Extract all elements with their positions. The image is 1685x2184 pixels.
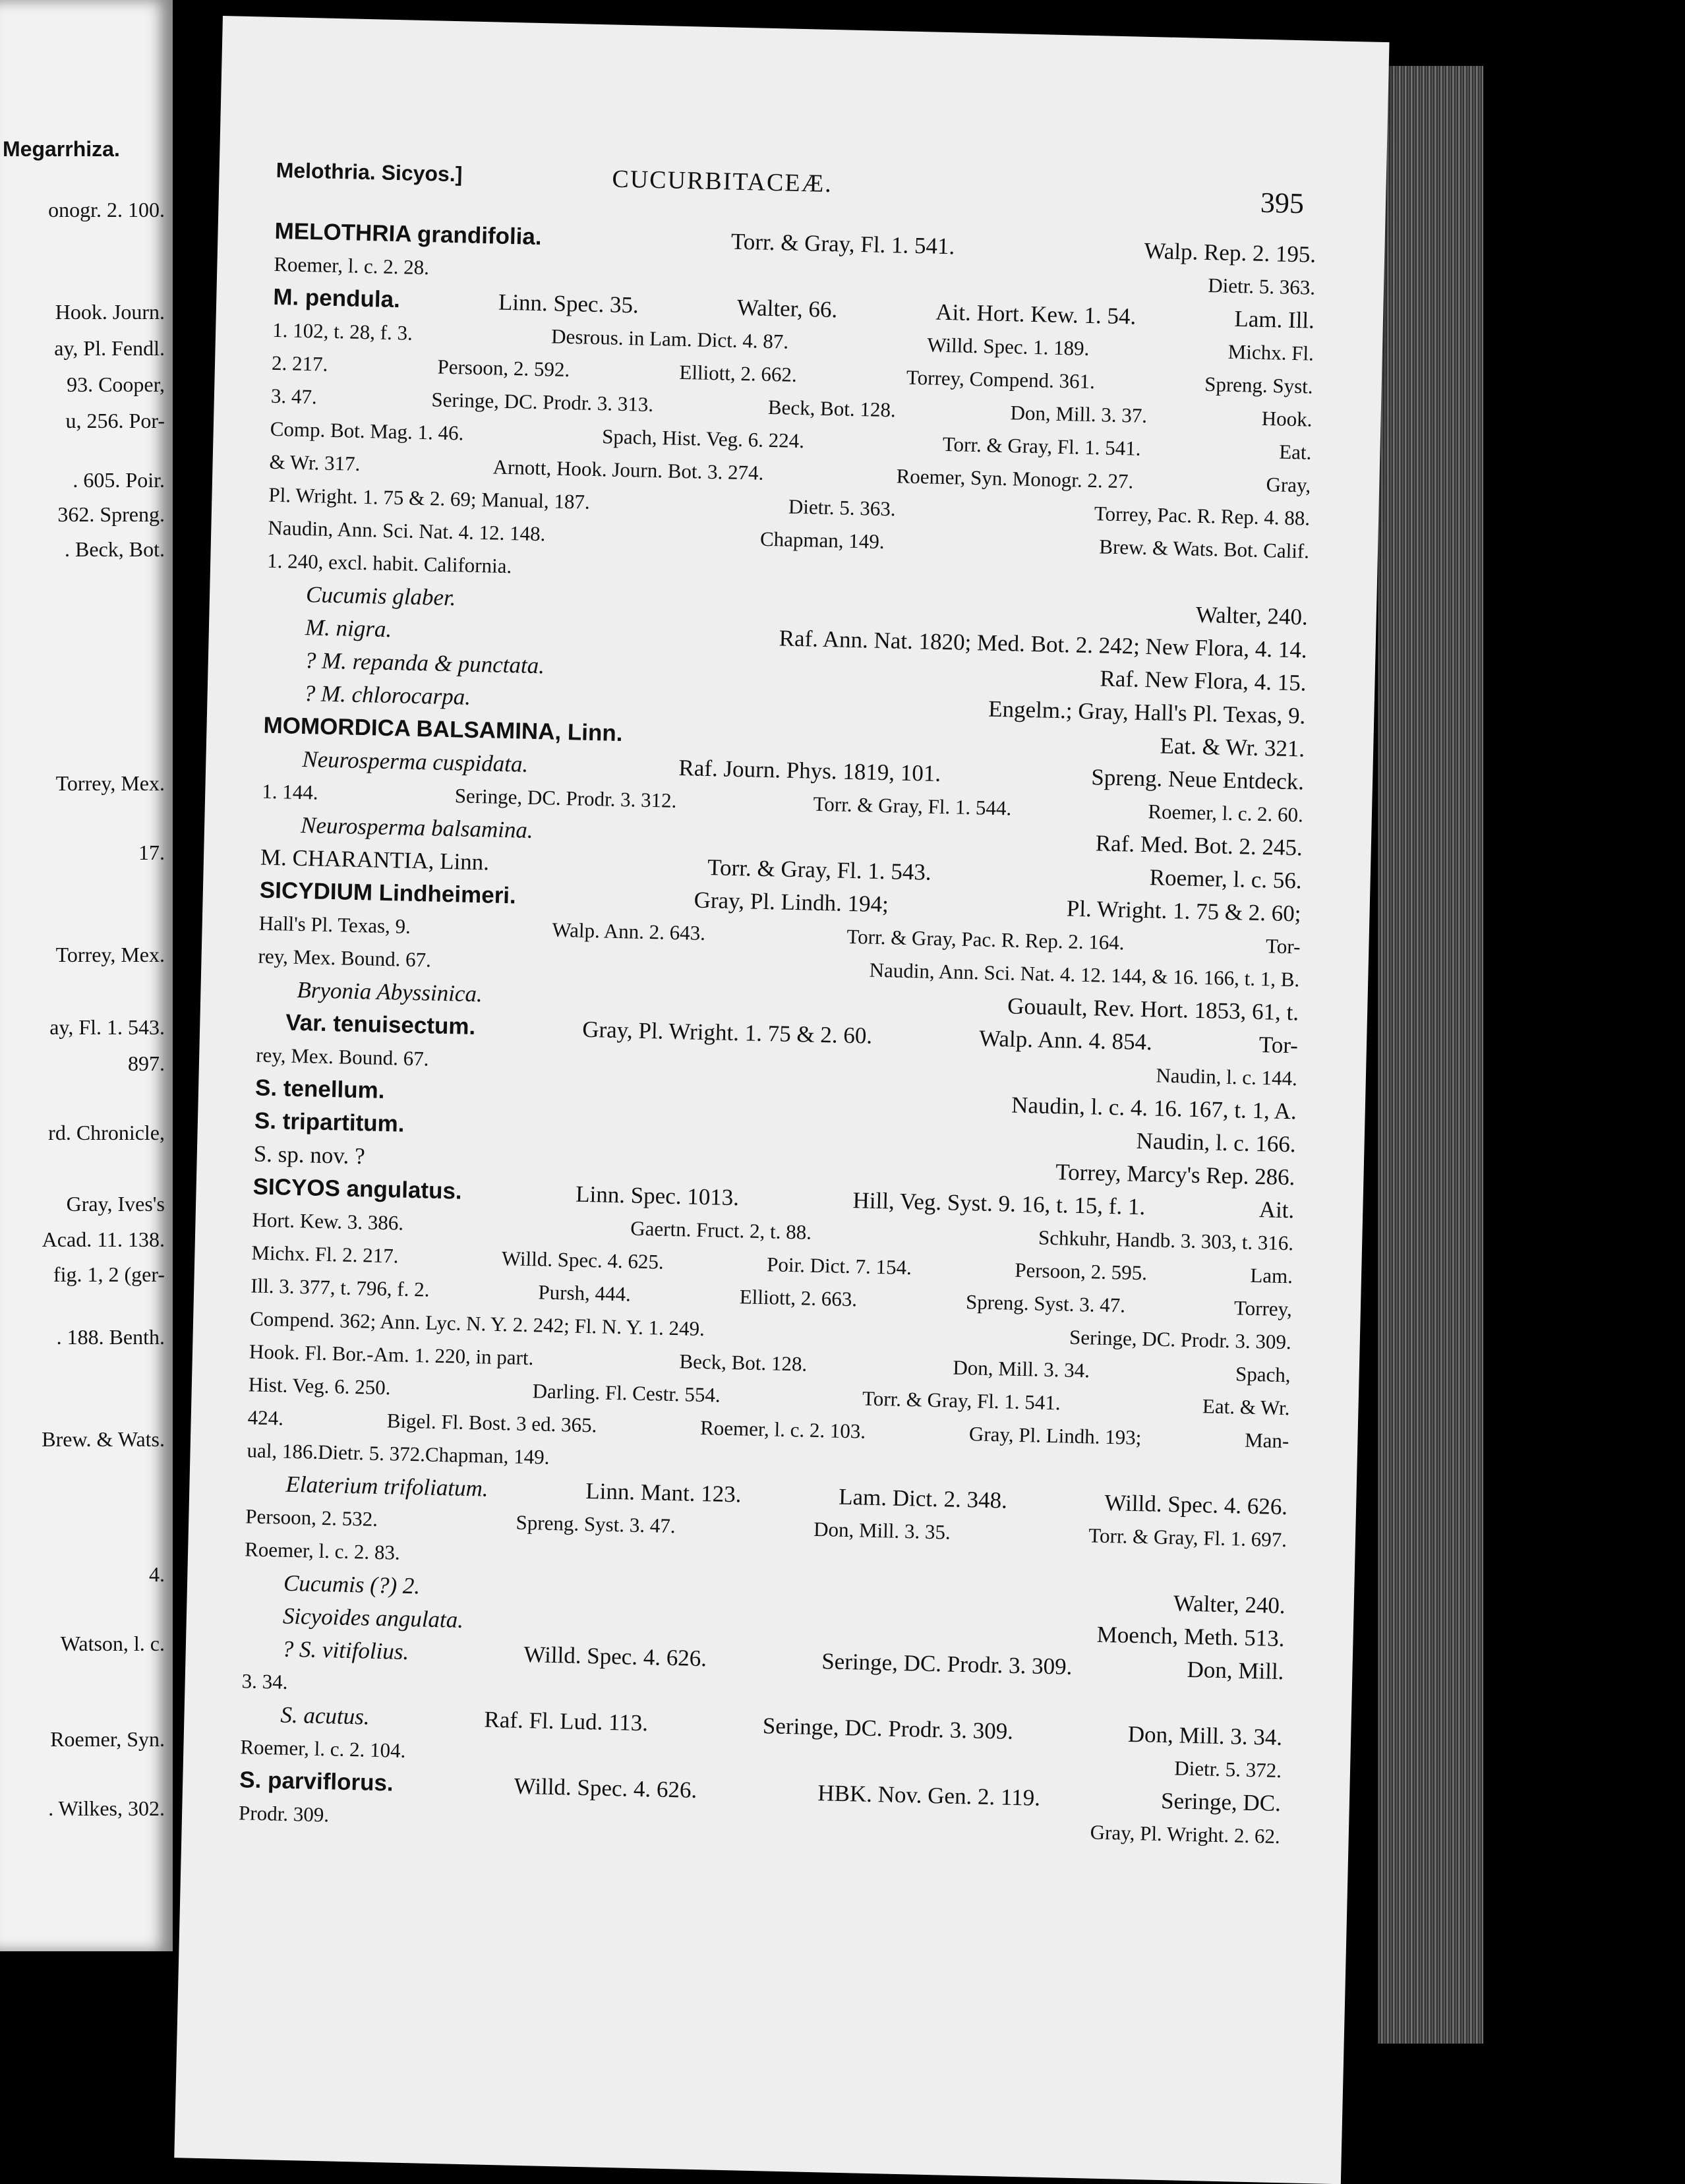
left-page-line: u, 256. Por- — [65, 409, 165, 432]
citation: Schkuhr, Handb. 3. 303, t. 316. — [1038, 1225, 1294, 1255]
citation: Spreng. Syst. 3. 47. — [516, 1510, 676, 1538]
citation: Seringe, DC. Prodr. 3. 309. — [762, 1713, 1014, 1744]
text-block — [239, 215, 1316, 1853]
citation: Eat. & Wr. — [1202, 1394, 1290, 1420]
citation: Willd. Spec. 4. 626. — [514, 1773, 697, 1804]
line-lead: S. sp. nov. ? — [253, 1140, 366, 1169]
line-lead: MELOTHRIA grandifolia. — [274, 218, 543, 251]
line-lead: Hall's Pl. Texas, 9. — [258, 911, 411, 938]
citation: Chapman, 149. — [425, 1442, 550, 1469]
citation: Bigel. Fl. Bost. 3 ed. 365. — [386, 1409, 597, 1437]
left-page-line: Hook. Journ. — [55, 300, 165, 324]
citation: Willd. Spec. 1. 189. — [927, 333, 1090, 360]
line-lead: Sicyoides angulata. — [282, 1603, 464, 1633]
line-lead: Prodr. 309. — [238, 1801, 330, 1827]
citation: Don, Mill. 3. 37. — [1010, 401, 1148, 427]
left-page-line: Megarrhiza. — [3, 137, 120, 161]
citation: Man- — [1244, 1428, 1289, 1453]
citation: Torrey, — [1233, 1296, 1293, 1321]
line-lead: ? M. chlorocarpa. — [303, 680, 471, 710]
citation: Torrey, Compend. 361. — [906, 365, 1096, 394]
page-number: 395 — [1260, 186, 1305, 220]
left-page-line: . Wilkes, 302. — [48, 1796, 165, 1820]
line-lead: Bryonia Abyssinica. — [297, 976, 483, 1007]
line-lead: Neurosperma balsamina. — [300, 812, 534, 843]
citation: Gouault, Rev. Hort. 1853, 61, t. — [1007, 993, 1299, 1026]
line-lead: Hook. Fl. Bor.-Am. 1. 220, in part. — [249, 1340, 534, 1370]
left-page-line: Watson, l. c. — [60, 1632, 165, 1655]
citation: Seringe, DC. — [1160, 1787, 1282, 1817]
citation: Pl. Wright. 1. 75 & 2. 60; — [1066, 895, 1301, 927]
line-lead: 424. — [247, 1405, 284, 1430]
citation: Naudin, l. c. 166. — [1136, 1127, 1297, 1158]
line-lead: 1. 102, t. 28, f. 3. — [272, 318, 413, 345]
citation: Torr. & Gray, Fl. 1. 543. — [707, 854, 932, 885]
citation: Hook. — [1261, 406, 1313, 431]
citation: Torr. & Gray, Fl. 1. 697. — [1088, 1523, 1287, 1552]
line-lead: & Wr. 317. — [269, 450, 361, 475]
citation: Torr. & Gray, Pac. R. Rep. 2. 164. — [846, 924, 1125, 955]
left-page-line: Brew. & Wats. — [42, 1427, 165, 1451]
citation: Spreng. Neue Entdeck. — [1090, 764, 1305, 795]
left-page-line: Gray, Ives's — [66, 1192, 165, 1216]
line-lead: MOMORDICA BALSAMINA, Linn. — [263, 712, 623, 747]
line-lead: ual, 186. — [247, 1438, 318, 1463]
citation: Chapman, 149. — [759, 527, 885, 553]
citation: Spach, — [1235, 1362, 1291, 1387]
citation: Dietr. 5. 363. — [1207, 274, 1316, 299]
line-lead: Cucumis glaber. — [305, 581, 457, 611]
left-page-line: . 188. Benth. — [56, 1325, 165, 1349]
line-lead: M. nigra. — [305, 614, 392, 643]
citation: Gray, Pl. Lindh. 194; — [694, 887, 889, 918]
left-page-line: 93. Cooper, — [67, 372, 165, 396]
line-lead: SICYDIUM Lindheimeri. — [259, 877, 517, 909]
line-lead: 2. 217. — [271, 351, 328, 376]
citation: Ait. — [1258, 1196, 1295, 1224]
citation: Linn. Spec. 1013. — [575, 1181, 740, 1211]
citation: Persoon, 2. 592. — [437, 355, 570, 382]
line-lead: S. parviflorus. — [239, 1767, 394, 1796]
citation: Torrey, Pac. R. Rep. 4. 88. — [1094, 502, 1311, 530]
line-lead: Michx. Fl. 2. 217. — [251, 1241, 399, 1268]
left-page-line: . 605. Poir. — [73, 468, 165, 492]
citation: Raf. Med. Bot. 2. 245. — [1095, 830, 1303, 861]
citation: Brew. & Wats. Bot. Calif. — [1098, 535, 1310, 563]
citation: Moench, Meth. 513. — [1096, 1621, 1286, 1652]
citation: Torr. & Gray, Fl. 1. 541. — [942, 432, 1141, 460]
line-lead: Elaterium trifoliatum. — [285, 1471, 489, 1502]
citation: Lam. Ill. — [1234, 305, 1315, 334]
left-page-line: 362. Spreng. — [57, 502, 165, 526]
left-page-line: ay, Fl. 1. 543. — [49, 1015, 165, 1039]
line-lead: Hort. Kew. 3. 386. — [252, 1208, 404, 1235]
running-head: Melothria. Sicyos.] — [276, 158, 463, 187]
line-lead: Ill. 3. 377, t. 796, f. 2. — [250, 1274, 430, 1301]
citation: Spach, Hist. Veg. 6. 224. — [601, 425, 805, 453]
citation: Ait. Hort. Kew. 1. 54. — [935, 299, 1137, 330]
citation: Walter, 240. — [1173, 1590, 1286, 1619]
left-page-line: 17. — [138, 841, 165, 864]
line-lead: Persoon, 2. 532. — [245, 1504, 378, 1531]
citation: Spreng. Syst. 3. 47. — [965, 1290, 1126, 1317]
citation: Raf. New Flora, 4. 15. — [1100, 665, 1307, 696]
left-page-line: . Beck, Bot. — [65, 537, 165, 561]
citation: Willd. Spec. 4. 626. — [523, 1641, 707, 1672]
citation: Roemer, l. c. 2. 60. — [1148, 800, 1304, 827]
line-lead: M. CHARANTIA, Linn. — [260, 844, 490, 875]
left-page-line: Acad. 11. 138. — [42, 1227, 165, 1251]
left-page-line: Torrey, Mex. — [55, 771, 165, 795]
line-lead: 1. 144. — [261, 779, 318, 804]
citation: Eat. & Wr. 321. — [1160, 732, 1305, 762]
citation: Seringe, DC. Prodr. 3. 312. — [454, 784, 677, 812]
citation: Raf. Journ. Phys. 1819, 101. — [678, 754, 941, 786]
page-title: CUCURBITACEÆ. — [612, 165, 833, 198]
citation: Torr. & Gray, Fl. 1. 544. — [813, 792, 1012, 820]
line-lead: M. pendula. — [272, 283, 401, 313]
citation: Walter, 240. — [1195, 601, 1309, 630]
citation: Persoon, 2. 595. — [1014, 1258, 1148, 1285]
page-edge-stack — [1378, 66, 1483, 2044]
line-lead: S. acutus. — [280, 1701, 370, 1730]
line-lead: Cucumis (?) 2. — [283, 1570, 421, 1599]
line-lead: Hist. Veg. 6. 250. — [248, 1372, 391, 1400]
citation: Darling. Fl. Cestr. 554. — [532, 1379, 721, 1407]
citation: Tor- — [1265, 934, 1301, 959]
citation: Michx. Fl. — [1227, 339, 1315, 365]
left-page-line: rd. Chronicle, — [48, 1121, 165, 1144]
citation: Hill, Veg. Syst. 9. 16, t. 15, f. 1. — [852, 1187, 1146, 1220]
left-page-line: Torrey, Mex. — [55, 943, 165, 966]
citation: Don, Mill. 3. 35. — [813, 1517, 951, 1544]
left-page-line: 4. — [149, 1562, 165, 1586]
left-page-line: Roemer, Syn. — [50, 1727, 165, 1751]
book-page — [174, 16, 1389, 2184]
citation: Don, Mill. 3. 34. — [953, 1355, 1090, 1382]
page-header — [276, 153, 1305, 220]
line-lead: ? S. vitifolius. — [281, 1636, 409, 1665]
citation: Naudin, l. c. 4. 16. 167, t. 1, A. — [1011, 1092, 1297, 1125]
citation: Beck, Bot. 128. — [767, 395, 897, 422]
line-lead: 1. 240, excl. habit. California. — [266, 548, 512, 578]
citation: Desrous. in Lam. Dict. 4. 87. — [550, 324, 789, 353]
citation: Engelm.; Gray, Hall's Pl. Texas, 9. — [988, 695, 1306, 729]
citation: Dietr. 5. 372. — [317, 1440, 426, 1466]
line-lead: rey, Mex. Bound. 67. — [258, 944, 432, 972]
citation: Don, Mill. — [1187, 1656, 1284, 1685]
citation: Naudin, Ann. Sci. Nat. 4. 12. 144, & 16. 166, t. 1, B. — [869, 958, 1300, 991]
line-lead: Roemer, l. c. 2. 28. — [274, 252, 430, 280]
left-page-line: fig. 1, 2 (ger- — [53, 1262, 165, 1286]
citation: Poir. Dict. 7. 154. — [766, 1253, 912, 1280]
line-lead: rey, Mex. Bound. 67. — [255, 1043, 429, 1071]
citation: Naudin, l. c. 144. — [1156, 1063, 1298, 1090]
citation: Seringe, DC. Prodr. 3. 309. — [1069, 1325, 1292, 1354]
left-page-line: 897. — [128, 1051, 165, 1075]
left-page-line: onogr. 2. 100. — [48, 198, 165, 221]
citation: Torr. & Gray, Fl. 1. 541. — [730, 228, 955, 260]
citation: Elliott, 2. 662. — [679, 360, 798, 386]
citation: Dietr. 5. 363. — [788, 494, 897, 521]
citation: Walter, 66. — [736, 294, 838, 323]
citation: Roemer, Syn. Monogr. 2. 27. — [896, 464, 1134, 493]
citation: Willd. Spec. 4. 626. — [1104, 1489, 1288, 1520]
citation: Pursh, 444. — [538, 1280, 632, 1306]
line-lead: ? M. repanda & punctata. — [304, 647, 545, 679]
line-lead: 3. 34. — [241, 1669, 288, 1694]
previous-page-strip — [0, 0, 173, 1951]
line-lead: Neurosperma cuspidata. — [302, 746, 529, 777]
citation: Dietr. 5. 372. — [1173, 1756, 1282, 1783]
citation: Lam. Dict. 2. 348. — [838, 1483, 1008, 1514]
citation: Spreng. Syst. — [1204, 372, 1314, 398]
citation: Roemer, l. c. 56. — [1149, 864, 1303, 894]
line-lead: SICYOS angulatus. — [252, 1173, 463, 1204]
citation: HBK. Nov. Gen. 2. 119. — [817, 1780, 1041, 1811]
line-lead: Naudin, Ann. Sci. Nat. 4. 12. 148. — [268, 516, 546, 546]
citation: Torr. & Gray, Fl. 1. 541. — [862, 1386, 1061, 1415]
citation: Gray, — [1266, 473, 1311, 497]
citation: Gaertn. Fruct. 2, t. 88. — [630, 1216, 812, 1244]
citation: Raf. Ann. Nat. 1820; Med. Bot. 2. 242; New Flora, 4. 14. — [779, 625, 1308, 663]
citation: Gray, Pl. Wright. 1. 75 & 2. 60. — [581, 1016, 873, 1049]
citation: Gray, Pl. Lindh. 193; — [968, 1422, 1142, 1450]
line-lead: Comp. Bot. Mag. 1. 46. — [270, 417, 464, 445]
line-lead: S. tenellum. — [254, 1075, 385, 1104]
citation: Arnott, Hook. Journ. Bot. 3. 274. — [492, 455, 764, 485]
citation: Gray, Pl. Wright. 2. 62. — [1090, 1820, 1281, 1848]
citation: Eat. — [1278, 440, 1312, 464]
citation: Beck, Bot. 128. — [679, 1349, 808, 1376]
citation: Linn. Mant. 123. — [585, 1478, 742, 1508]
citation: Tor- — [1258, 1032, 1299, 1059]
left-page-line: ay, Pl. Fendl. — [54, 336, 165, 360]
citation: Don, Mill. 3. 34. — [1127, 1721, 1283, 1751]
citation: Linn. Spec. 35. — [498, 289, 639, 318]
line-lead: Var. tenuisectum. — [285, 1009, 476, 1040]
citation: Lam. — [1250, 1263, 1293, 1288]
citation: Seringe, DC. Prodr. 3. 309. — [821, 1648, 1073, 1680]
line-lead: Roemer, l. c. 2. 83. — [244, 1537, 401, 1564]
line-lead: 3. 47. — [270, 384, 318, 409]
citation: Walp. Ann. 2. 643. — [552, 918, 706, 945]
citation: Torrey, Marcy's Rep. 286. — [1055, 1159, 1295, 1191]
citation: Walp. Ann. 4. 854. — [978, 1025, 1153, 1055]
citation: Raf. Fl. Lud. 113. — [484, 1706, 649, 1736]
citation: Elliott, 2. 663. — [739, 1285, 858, 1311]
citation: Walp. Rep. 2. 195. — [1144, 237, 1316, 268]
line-lead: Compend. 362; Ann. Lyc. N. Y. 2. 242; Fl. N. Y. 1. 249. — [249, 1307, 705, 1341]
line-lead: Pl. Wright. 1. 75 & 2. 69; Manual, 187. — [268, 483, 591, 514]
citation: Willd. Spec. 4. 625. — [501, 1247, 665, 1274]
citation: Seringe, DC. Prodr. 3. 313. — [431, 388, 654, 416]
line-lead: S. tripartitum. — [254, 1107, 405, 1137]
citation: Roemer, l. c. 2. 103. — [699, 1415, 866, 1443]
line-lead: Roemer, l. c. 2. 104. — [240, 1735, 406, 1762]
